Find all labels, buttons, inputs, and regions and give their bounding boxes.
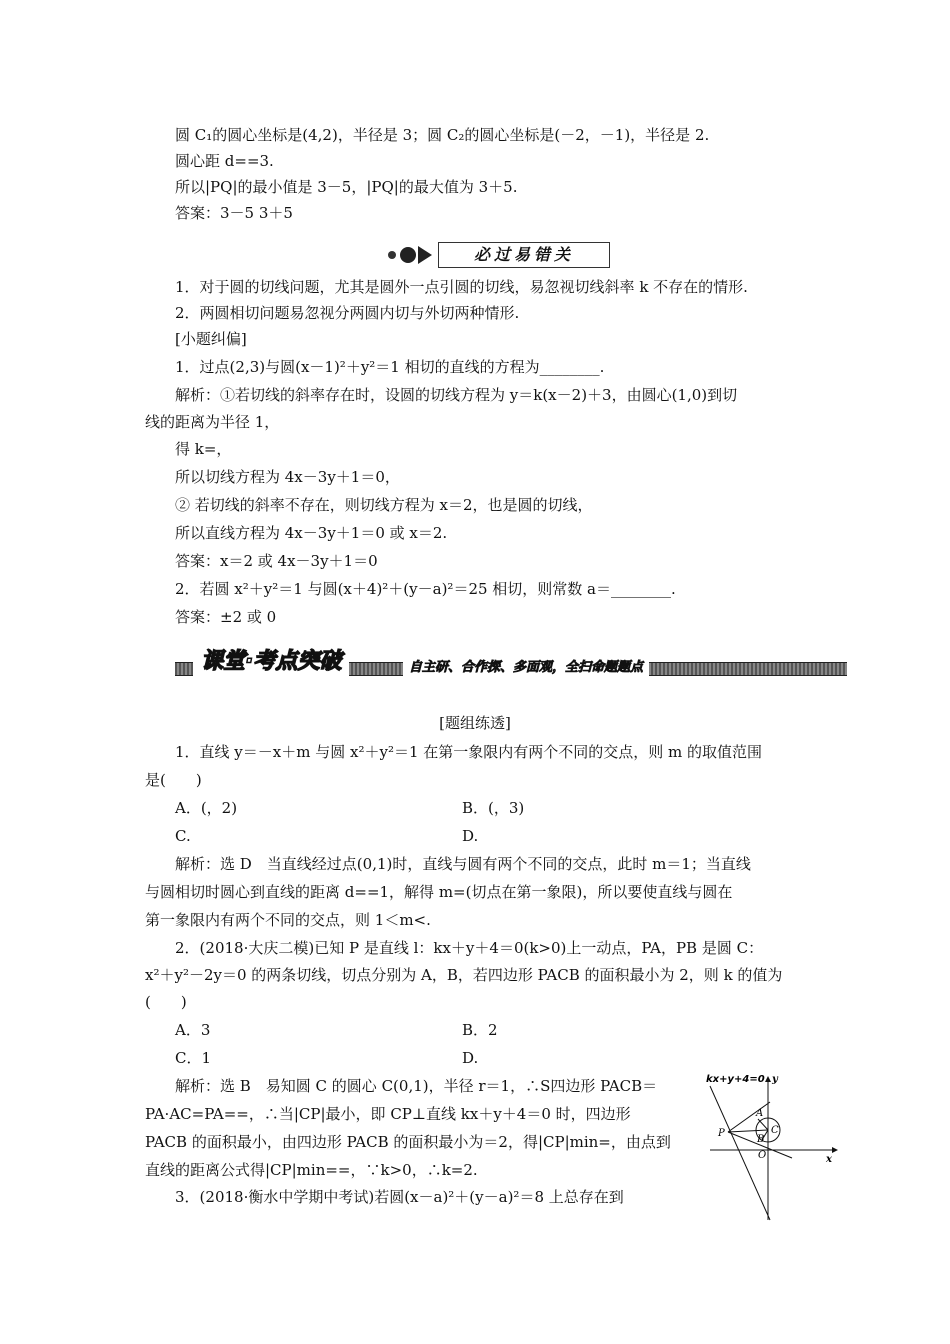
text-line: 答案：x＝2 或 4x－3y＋1＝0 xyxy=(175,552,378,570)
text-line: PA·AC=PA==，∴当|CP|最小，即 CP⊥直线 kx＋y＋4＝0 时，四边形 xyxy=(145,1105,631,1123)
segment-pc xyxy=(728,1130,768,1132)
dot-icon xyxy=(400,247,416,263)
text-line: 答案：3－5 3＋5 xyxy=(175,204,293,222)
dot-icon xyxy=(388,251,396,259)
banner-main-title: 课堂·考点突破 xyxy=(193,648,349,676)
label-a: A xyxy=(756,1108,764,1119)
text-line: [小题纠偏] xyxy=(175,330,247,348)
option-a: A．(，2) xyxy=(175,799,238,817)
section-heading: [题组练透] xyxy=(439,714,511,732)
arrow-icon xyxy=(418,246,432,264)
text-line: 解析：①若切线的斜率存在时，设圆的切线方程为 y＝k(x－2)＋3，由圆心(1,0)到切 xyxy=(175,386,738,404)
text-line: 圆 C₁的圆心坐标是(4,2)，半径是 3；圆 C₂的圆心坐标是(－2，－1)，半径是 2. xyxy=(175,126,710,144)
text-line: 1．对于圆的切线问题，尤其是圆外一点引圆的切线，易忽视切线斜率 k 不存在的情形. xyxy=(175,278,748,296)
text-line: 答案：±2 或 0 xyxy=(175,608,277,626)
label-b: B xyxy=(757,1134,765,1145)
text-line: 1．直线 y＝－x＋m 与圆 x²＋y²＝1 在第一象限内有两个不同的交点，则 m 的取值范围 xyxy=(175,743,763,761)
text-line: 3．(2018·衡水中学期中考试)若圆(x－a)²＋(y－a)²＝8 上总存在到 xyxy=(175,1188,624,1206)
text-line: 2．若圆 x²＋y²＝1 与圆(x＋4)²＋(y－a)²＝25 相切，则常数 a＝________. xyxy=(175,580,676,598)
text-line: 圆心距 d==3. xyxy=(175,152,274,170)
y-arrow-icon xyxy=(765,1076,771,1082)
text-line: PACB 的面积最小，由四边形 PACB 的面积最小为＝2，得|CP|min=，由点到 xyxy=(145,1133,671,1151)
text-line: 是( ) xyxy=(145,771,202,789)
banner-subtitle: 自主研、合作探、多面观，全扫命题题点 xyxy=(403,660,649,676)
text-line: 直线的距离公式得|CP|min==，∵k>0，∴k=2. xyxy=(145,1161,478,1179)
label-o: O xyxy=(758,1150,767,1161)
text-line: ② 若切线的斜率不存在，则切线方程为 x＝2，也是圆的切线， xyxy=(175,496,593,514)
y-label: y xyxy=(772,1074,778,1085)
text-line: 所以|PQ|的最小值是 3－5，|PQ|的最大值为 3＋5. xyxy=(175,178,518,196)
text-line: 所以直线方程为 4x－3y＋1＝0 或 x＝2. xyxy=(175,524,448,542)
text-line: 2．两圆相切问题易忽视分两圆内切与外切两种情形. xyxy=(175,304,520,322)
option-a: A．3 xyxy=(175,1021,211,1039)
option-b: B．2 xyxy=(462,1021,498,1039)
text-line: 得 k=， xyxy=(175,440,232,458)
banner-classroom xyxy=(175,648,847,676)
x-label: x xyxy=(826,1154,832,1165)
text-line: x²＋y²－2y＝0 的两条切线，切点分别为 A，B，若四边形 PACB 的面积最小为 2，则 k 的值为 xyxy=(145,966,783,984)
text-line: 线的距离为半径 1， xyxy=(145,413,280,431)
text-line: 1．过点(2,3)与圆(x－1)²＋y²＝1 相切的直线的方程为________. xyxy=(175,358,605,376)
option-b: B．(，3) xyxy=(462,799,525,817)
tangent-figure xyxy=(700,1072,840,1222)
text-line: 所以切线方程为 4x－3y＋1＝0， xyxy=(175,468,400,486)
text-line: 与圆相切时圆心到直线的距离 d==1，解得 m=(切点在第一象限)，所以要使直线与圆在 xyxy=(145,883,733,901)
text-line: 解析：选 B 易知圆 C 的圆心 C(0,1)，半径 r＝1，∴S四边形 PACB＝ xyxy=(175,1077,658,1095)
x-arrow-icon xyxy=(832,1147,838,1153)
option-d: D. xyxy=(462,1049,479,1067)
option-d: D. xyxy=(462,827,479,845)
text-line: 第一象限内有两个不同的交点，则 1＜m<. xyxy=(145,911,431,929)
line-label: kx+y+4=0 xyxy=(706,1074,765,1085)
text-line: 解析：选 D 当直线经过点(0,1)时，直线与圆有两个不同的交点，此时 m＝1；当直线 xyxy=(175,855,751,873)
segment-ac xyxy=(758,1119,768,1130)
text-line: 2．(2018·大庆二模)已知 P 是直线 l：kx＋y＋4＝0(k>0)上一动点，PA，PB 是圆 C： xyxy=(175,939,764,957)
tangent-pa xyxy=(728,1102,770,1132)
banner-common-mistakes xyxy=(378,242,618,268)
option-c: C．1 xyxy=(175,1049,212,1067)
label-c: C xyxy=(771,1125,779,1136)
banner-title: 必过易错关 xyxy=(438,242,610,268)
text-line: ( ) xyxy=(145,993,187,1011)
label-p: P xyxy=(718,1128,725,1139)
option-c: C. xyxy=(175,827,191,845)
